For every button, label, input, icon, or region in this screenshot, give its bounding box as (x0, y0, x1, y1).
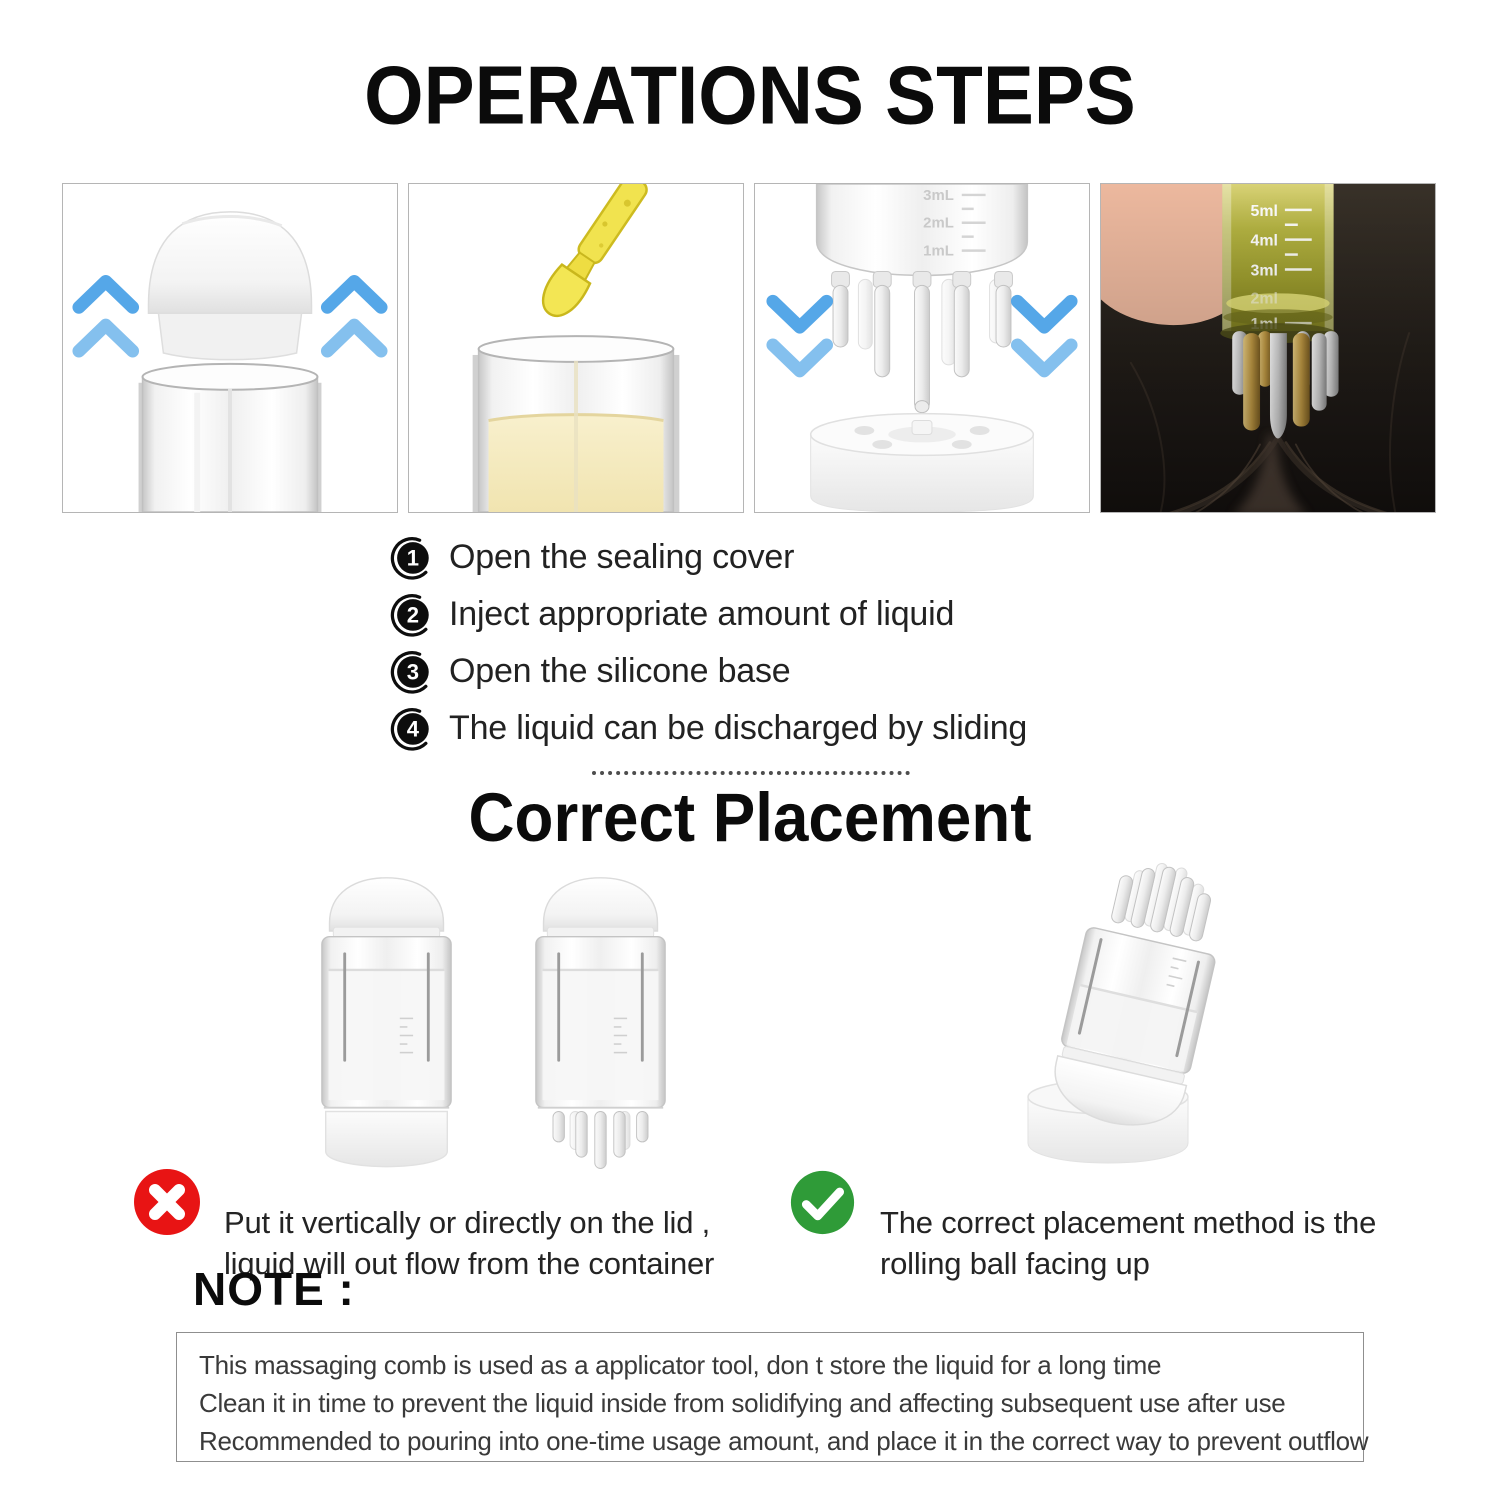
svg-text:2: 2 (406, 602, 420, 628)
svg-text:1: 1 (406, 545, 420, 571)
correct-placement-image (948, 845, 1288, 1175)
tilted-bottle (1046, 850, 1234, 1137)
step-1-label: Open the sealing cover (449, 537, 795, 576)
dotted-divider (592, 771, 910, 775)
wrong-caption-line2: liquid will out flow from the container (224, 1246, 715, 1281)
step-2-label: Inject appropriate amount of liquid (449, 594, 955, 633)
operation-steps-list (388, 534, 1027, 762)
page-title: OPERATIONS STEPS (364, 48, 1136, 142)
note-heading: NOTE : (193, 1263, 355, 1315)
step1-open-cover-image (62, 183, 398, 513)
wrong-caption-line1: Put it vertically or directly on the lid , (224, 1205, 711, 1240)
svg-text:1mL: 1mL (923, 243, 954, 260)
scalp-application-photo (1101, 184, 1435, 512)
correct-placement-caption (880, 1202, 1440, 1284)
step-number-2-icon (388, 591, 434, 637)
inject-liquid-illustration (409, 184, 743, 512)
open-cover-illustration (63, 184, 397, 512)
sealing-cap (148, 212, 311, 313)
cap-band (158, 313, 301, 359)
note-line-3: Recommended to pouring into one-time usage amount, and place it in the correct way to prevent outflow (199, 1426, 1369, 1456)
svg-text:3: 3 (406, 659, 420, 685)
comb-prongs (832, 271, 1013, 412)
step-number-1-icon (388, 534, 434, 580)
step-item-2 (388, 591, 1027, 637)
svg-text:3mL: 3mL (923, 187, 954, 204)
step4-apply-on-scalp-photo (1100, 183, 1436, 513)
step-3-label: Open the silicone base (449, 651, 791, 690)
reservoir (817, 184, 1028, 275)
open-base-illustration (755, 184, 1089, 512)
step-item-3 (388, 648, 1027, 694)
upright-bottle-with-base (322, 878, 451, 1167)
note-line-1: This massaging comb is used as a applicator tool, don t store the liquid for a long time (199, 1350, 1162, 1380)
step-number-4-icon (388, 705, 434, 751)
dropper (534, 184, 654, 324)
upright-bottle-with-prongs (536, 878, 665, 1169)
operation-steps-image-row (62, 183, 1436, 513)
correct-check-icon (789, 1169, 856, 1236)
cup-rim (143, 364, 318, 390)
svg-text:2mL: 2mL (923, 215, 954, 232)
wrong-placement-image (287, 872, 707, 1172)
placement-heading: Correct Placement (468, 779, 1032, 856)
step-number-3-icon (388, 648, 434, 694)
step2-inject-liquid-image (408, 183, 744, 513)
step-4-label: The liquid can be discharged by sliding (449, 708, 1028, 747)
step-item-1 (388, 534, 1027, 580)
note-box (176, 1332, 1369, 1462)
svg-text:4: 4 (406, 716, 420, 742)
step-item-4 (388, 705, 1027, 751)
cup-rim (479, 336, 674, 362)
step3-open-base-image (754, 183, 1090, 513)
silicone-base (811, 414, 1034, 512)
wrong-x-icon (132, 1167, 202, 1237)
scale-markings (923, 188, 954, 260)
correct-caption-line2: rolling ball facing up (880, 1246, 1150, 1281)
note-line-2: Clean it in time to prevent the liquid inside from solidifying and affecting subsequent use after use (199, 1388, 1286, 1418)
correct-caption-line1: The correct placement method is the (880, 1205, 1377, 1240)
